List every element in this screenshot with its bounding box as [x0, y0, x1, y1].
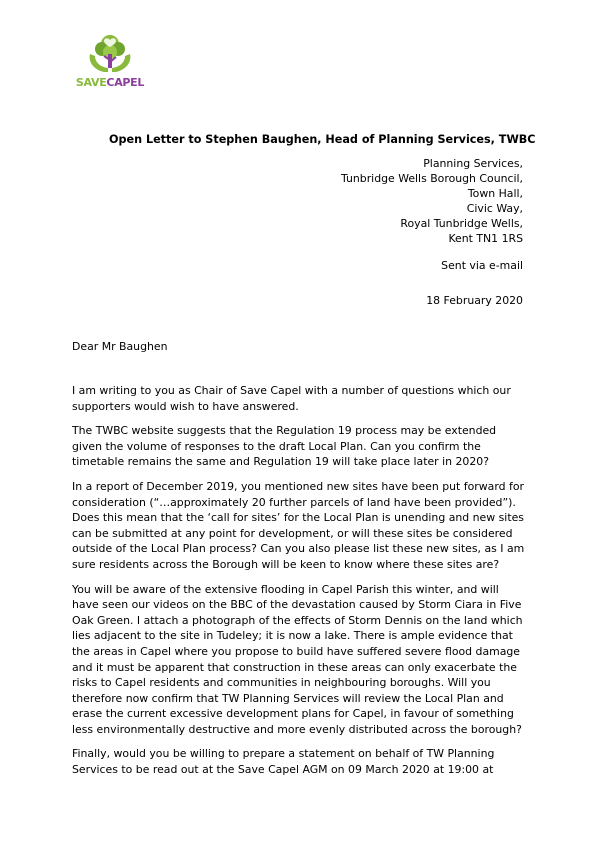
sent-via-note: Sent via e-mail	[441, 259, 523, 272]
address-line: Royal Tunbridge Wells,	[400, 217, 523, 230]
address-line: Town Hall,	[467, 187, 523, 200]
letter-body	[72, 383, 527, 787]
body-paragraph: You will be aware of the extensive flooding in Capel Parish this winter, and will have seen our videos on the BBC of the devastation caused by Storm Ciara in Five Oak Green. I attach a photograph of the effects of Storm Dennis on the land which lies adjacent to the site in Tudeley; it is now a lake. There is ample evidence that the areas in Capel where you propose to build have suffered severe flood damage and it must be apparent that construction in these areas can only exacerbate the risks to Capel residents and communities in neighbouring boroughs. Will you therefore now confirm that TW Planning Services will review the Local Plan and erase the current excessive development plans for Capel, in favour of something less environmentally destructive and more evenly distributed across the borough?	[72, 582, 523, 736]
body-paragraph: Finally, would you be willing to prepare a statement on behalf of TW Planning Services to be read out at the Save Capel AGM on 09 March 2020 at 19:00 at	[72, 747, 495, 777]
save-capel-logo	[70, 32, 150, 94]
body-paragraph: I am writing to you as Chair of Save Capel with a number of questions which our supporters would wish to have answered.	[72, 384, 511, 413]
body-paragraph: In a report of December 2019, you mentioned new sites have been put forward for consideration (“…approximately 20 further parcels of land have been provided”). Does this mean that the ‘call for sites’ for the Local Plan is unending and new sites can be submitted at any point for development, or will these sites be considered outside of the Local Plan process? Can you also please list these new sites, as I am sure residents across the Borough will be keen to know where these sites are?	[72, 479, 525, 571]
address-line: Kent TN1 1RS	[448, 232, 523, 245]
logo-text-save: SAVE	[75, 76, 107, 89]
letter-title: Open Letter to Stephen Baughen, Head of Planning Services, TWBC	[109, 133, 536, 146]
address-line: Civic Way,	[466, 202, 523, 215]
body-paragraph: The TWBC website suggests that the Regulation 19 process may be extended given the volume of responses to the draft Local Plan. Can you confirm the timetable remains the same and Regulation 19 will take place later in 2020?	[72, 424, 497, 469]
logo-text-capel: CAPEL	[106, 76, 145, 89]
address-line: Planning Services,	[423, 157, 523, 170]
tree-hands-icon	[86, 32, 134, 76]
letter-date: 18 February 2020	[426, 294, 523, 307]
recipient-address	[341, 156, 523, 246]
address-line: Tunbridge Wells Borough Council,	[340, 172, 523, 185]
logo-wordmark	[70, 76, 150, 89]
salutation: Dear Mr Baughen	[72, 340, 168, 353]
